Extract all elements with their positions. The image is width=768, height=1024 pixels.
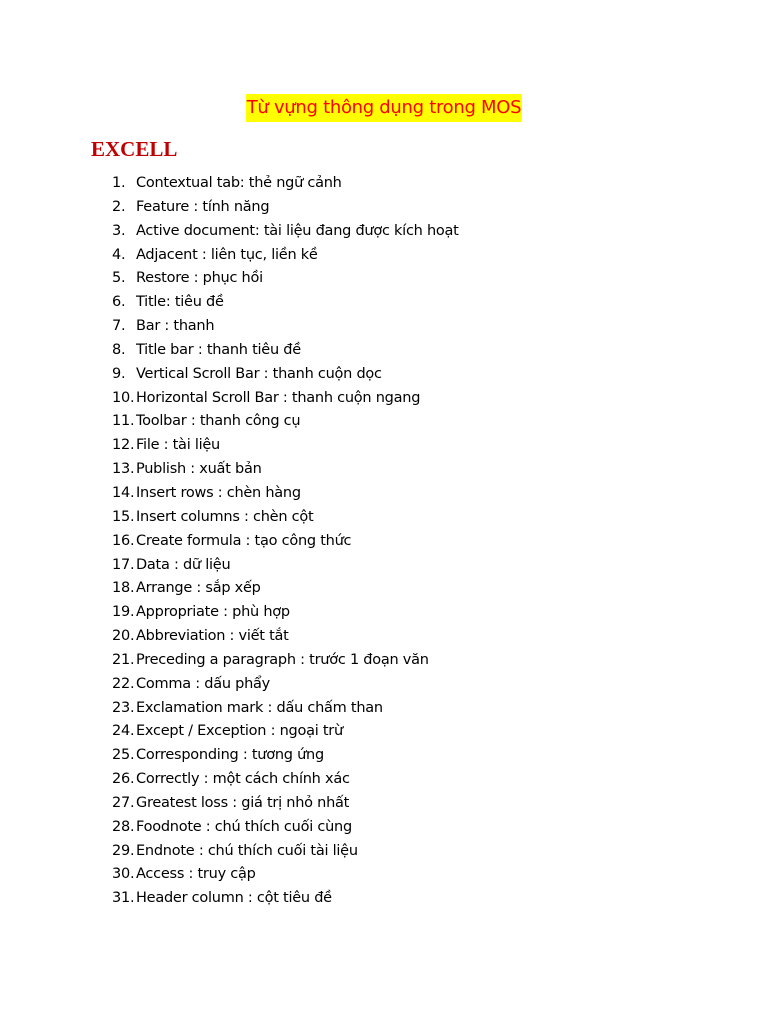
vocab-item-number: 24. bbox=[112, 723, 135, 740]
vocab-item-text: Restore : phục hồi bbox=[136, 270, 263, 287]
vocab-item-text: Data : dữ liệu bbox=[136, 556, 231, 573]
vocab-item-text: Except / Exception : ngoại trừ bbox=[136, 723, 343, 740]
vocab-item-number: 8. bbox=[112, 341, 126, 358]
vocab-item bbox=[112, 506, 459, 530]
vocab-item-number: 16. bbox=[112, 532, 135, 549]
vocab-item-number: 30. bbox=[112, 866, 135, 883]
vocab-item bbox=[112, 601, 459, 625]
vocab-item-number: 3. bbox=[112, 222, 126, 239]
vocab-item-number: 7. bbox=[112, 318, 126, 335]
vocab-item bbox=[112, 172, 459, 196]
vocab-item bbox=[112, 458, 459, 482]
vocab-item bbox=[112, 410, 459, 434]
vocab-item bbox=[112, 625, 459, 649]
vocab-item-number: 28. bbox=[112, 818, 135, 835]
vocab-item-number: 18. bbox=[112, 580, 135, 597]
vocab-item bbox=[112, 577, 459, 601]
vocab-item bbox=[112, 649, 459, 673]
vocab-item-text: Toolbar : thanh công cụ bbox=[136, 413, 301, 430]
vocab-item-text: File : tài liệu bbox=[136, 437, 220, 454]
vocab-item-text: Preceding a paragraph : trước 1 đoạn văn bbox=[136, 651, 429, 668]
vocab-item-number: 27. bbox=[112, 794, 135, 811]
vocab-item-text: Feature : tính năng bbox=[136, 198, 270, 215]
vocab-item-number: 1. bbox=[112, 175, 126, 191]
vocab-item bbox=[112, 792, 459, 816]
vocab-item bbox=[112, 768, 459, 792]
vocab-item-number: 2. bbox=[112, 198, 126, 215]
vocab-item-number: 21. bbox=[112, 651, 135, 668]
vocab-item-number: 9. bbox=[112, 365, 126, 382]
vocab-item-text: Correctly : một cách chính xác bbox=[136, 771, 350, 788]
vocab-item-number: 12. bbox=[112, 437, 135, 454]
vocab-item-number: 14. bbox=[112, 484, 135, 501]
vocab-item-text: Horizontal Scroll Bar : thanh cuộn ngang bbox=[136, 389, 421, 406]
vocab-item bbox=[112, 196, 459, 220]
vocab-item-text: Insert rows : chèn hàng bbox=[136, 484, 301, 501]
vocabulary-list bbox=[112, 172, 459, 911]
vocab-item-text: Access : truy cập bbox=[136, 866, 256, 883]
vocab-item-text: Publish : xuất bản bbox=[136, 461, 262, 478]
vocab-item-number: 31. bbox=[112, 890, 135, 907]
vocab-item bbox=[112, 554, 459, 578]
vocab-item bbox=[112, 363, 459, 387]
vocab-item bbox=[112, 697, 459, 721]
vocab-item-number: 17. bbox=[112, 556, 135, 573]
vocab-item-text: Abbreviation : viết tắt bbox=[136, 628, 289, 645]
vocab-item-text: Arrange : sắp xếp bbox=[136, 580, 261, 597]
vocab-item-text: Vertical Scroll Bar : thanh cuộn dọc bbox=[136, 365, 382, 382]
vocab-item-text: Header column : cột tiêu đề bbox=[136, 890, 332, 907]
vocab-item bbox=[112, 291, 459, 315]
vocab-item-number: 4. bbox=[112, 246, 126, 263]
vocab-item-text: Title bar : thanh tiêu đề bbox=[136, 341, 301, 358]
vocab-item bbox=[112, 387, 459, 411]
vocab-item-number: 11. bbox=[112, 413, 135, 430]
vocab-item-text: Bar : thanh bbox=[136, 318, 215, 335]
vocab-item-text: Appropriate : phù hợp bbox=[136, 604, 290, 621]
vocab-item-number: 5. bbox=[112, 270, 126, 287]
vocab-item-text: Create formula : tạo công thức bbox=[136, 532, 352, 549]
vocab-item-number: 6. bbox=[112, 294, 126, 311]
vocab-item-text: Foodnote : chú thích cuối cùng bbox=[136, 818, 352, 835]
vocab-item-text: Contextual tab: thẻ ngữ cảnh bbox=[136, 175, 342, 191]
vocab-item bbox=[112, 267, 459, 291]
vocab-item-number: 25. bbox=[112, 747, 135, 764]
vocab-item-number: 15. bbox=[112, 508, 135, 525]
vocab-item bbox=[112, 530, 459, 554]
vocab-item-number: 13. bbox=[112, 461, 135, 478]
vocab-item-text: Exclamation mark : dấu chấm than bbox=[136, 699, 383, 716]
page-title: Từ vựng thông dụng trong MOS bbox=[246, 94, 523, 122]
vocab-item bbox=[112, 720, 459, 744]
vocab-item bbox=[112, 482, 459, 506]
vocab-item-number: 22. bbox=[112, 675, 135, 692]
vocab-item-number: 20. bbox=[112, 628, 135, 645]
vocab-item-text: Endnote : chú thích cuối tài liệu bbox=[136, 842, 358, 859]
vocab-item bbox=[112, 220, 459, 244]
vocab-item bbox=[112, 840, 459, 864]
vocab-item-text: Adjacent : liên tục, liền kề bbox=[136, 246, 318, 263]
vocab-item-text: Corresponding : tương ứng bbox=[136, 747, 324, 764]
vocab-item bbox=[112, 744, 459, 768]
vocab-item bbox=[112, 315, 459, 339]
title-container bbox=[0, 94, 768, 122]
vocab-item bbox=[112, 339, 459, 363]
vocab-item-text: Greatest loss : giá trị nhỏ nhất bbox=[136, 794, 350, 811]
vocab-item-number: 10. bbox=[112, 389, 135, 406]
vocab-item bbox=[112, 434, 459, 458]
vocab-item bbox=[112, 863, 459, 887]
vocab-item-number: 26. bbox=[112, 771, 135, 788]
vocab-item bbox=[112, 673, 459, 697]
vocab-item bbox=[112, 887, 459, 911]
vocab-item-text: Title: tiêu đề bbox=[136, 294, 224, 311]
vocab-item-number: 29. bbox=[112, 842, 135, 859]
vocab-item-number: 23. bbox=[112, 699, 135, 716]
vocab-item-number: 19. bbox=[112, 604, 135, 621]
section-heading: EXCELL bbox=[91, 137, 178, 161]
vocab-item bbox=[112, 244, 459, 268]
vocab-item bbox=[112, 816, 459, 840]
vocab-item-text: Insert columns : chèn cột bbox=[136, 508, 314, 525]
vocab-item-text: Active document: tài liệu đang được kích hoạt bbox=[136, 222, 459, 239]
vocab-item-text: Comma : dấu phẩy bbox=[136, 675, 270, 692]
